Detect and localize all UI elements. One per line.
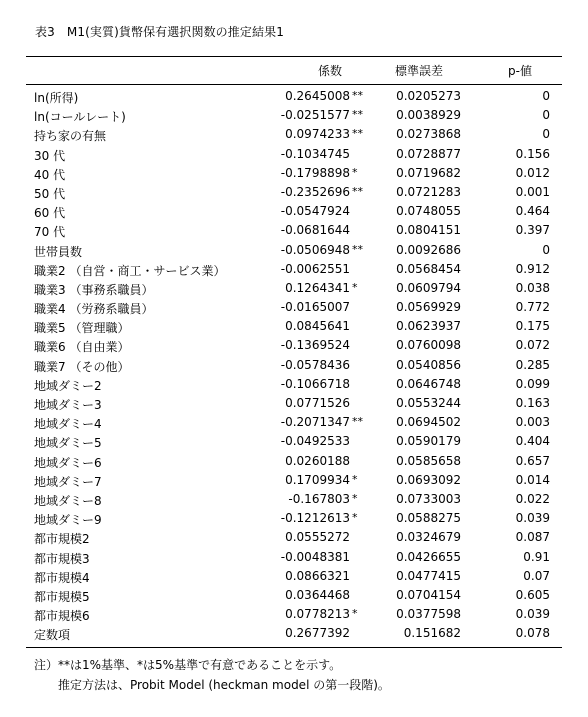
- coef-cell: -0.1369524: [280, 338, 350, 353]
- p-value-cell: 0.038: [515, 280, 550, 295]
- table-row: [0, 587, 588, 606]
- table-header-rule: [26, 84, 562, 85]
- table-row: [0, 222, 588, 241]
- header-p-value: p-値: [508, 64, 532, 78]
- table-row: [0, 472, 588, 491]
- row-label: 都市規模5: [34, 589, 90, 604]
- p-value-cell: 0: [542, 127, 550, 142]
- table-bottom-rule: [26, 647, 562, 648]
- coef-cell: 0.0555272: [285, 530, 350, 545]
- table-row: [0, 203, 588, 222]
- significance-mark: *: [352, 165, 358, 179]
- row-label: 職業4 （労務系職員）: [34, 302, 154, 317]
- row-label: 30 代: [34, 148, 66, 163]
- p-value-cell: 0.003: [515, 415, 550, 430]
- row-label: 地域ダミー2: [34, 378, 102, 393]
- row-label: 60 代: [34, 206, 66, 221]
- coef-cell: -0.0506948: [280, 242, 350, 257]
- significance-mark: **: [352, 415, 363, 429]
- significance-mark: **: [352, 89, 363, 102]
- std-error-cell: 0.0590179: [396, 434, 461, 449]
- table-row: [0, 261, 588, 280]
- table-row: [0, 107, 588, 126]
- p-value-cell: 0.001: [515, 184, 550, 199]
- p-value-cell: 0.175: [515, 319, 550, 334]
- std-error-cell: 0.0477415: [396, 568, 461, 583]
- coef-cell: -0.1212613: [280, 511, 350, 526]
- coef-cell: 0.0845641: [285, 319, 350, 334]
- p-value-cell: 0.087: [515, 530, 550, 545]
- table-row: [0, 510, 588, 529]
- std-error-cell: 0.0568454: [396, 261, 461, 276]
- p-value-cell: 0.022: [515, 491, 550, 506]
- std-error-cell: 0.0092686: [396, 242, 461, 257]
- coef-cell: -0.0048381: [280, 549, 350, 564]
- std-error-cell: 0.0038929: [396, 108, 461, 123]
- coef-cell: 0.1709934: [285, 472, 350, 487]
- table-row: [0, 146, 588, 165]
- std-error-cell: 0.0588275: [396, 511, 461, 526]
- coef-cell: -0.0251577: [280, 108, 350, 123]
- table-row: [0, 357, 588, 376]
- coef-cell: -0.0547924: [280, 204, 350, 219]
- std-error-cell: 0.0704154: [396, 587, 461, 602]
- coef-cell: 0.0364468: [285, 587, 350, 602]
- row-label: 70 代: [34, 225, 66, 240]
- std-error-cell: 0.0585658: [396, 453, 461, 468]
- std-error-cell: 0.0377598: [396, 607, 461, 622]
- p-value-cell: 0.039: [515, 607, 550, 622]
- row-label: ln(コールレート): [34, 110, 126, 125]
- std-error-cell: 0.151682: [403, 626, 461, 641]
- coef-cell: 0.0778213: [285, 607, 350, 622]
- std-error-cell: 0.0324679: [396, 530, 461, 545]
- p-value-cell: 0: [542, 242, 550, 257]
- std-error-cell: 0.0205273: [396, 89, 461, 103]
- coef-cell: -0.1066718: [280, 376, 350, 391]
- row-label: 職業6 （自由業）: [34, 340, 130, 355]
- table-row: [0, 549, 588, 568]
- significance-mark: *: [352, 491, 358, 505]
- row-label: 地域ダミー3: [34, 398, 102, 412]
- coef-cell: -0.1034745: [280, 146, 350, 161]
- row-label: 都市規模4: [34, 570, 90, 585]
- row-label: 持ち家の有無: [34, 129, 107, 144]
- coef-cell: -0.0681644: [280, 223, 350, 238]
- p-value-cell: 0.163: [515, 396, 550, 410]
- row-label: 地域ダミー8: [34, 493, 102, 508]
- table-row: [0, 568, 588, 587]
- p-value-cell: 0.404: [515, 434, 550, 449]
- coef-cell: -0.2071347: [280, 415, 350, 430]
- std-error-cell: 0.0694502: [396, 415, 461, 430]
- row-label: 都市規模2: [34, 532, 90, 547]
- row-label: 職業2 （自営・商工・サービス業）: [34, 263, 226, 278]
- table-top-rule: [26, 56, 562, 57]
- significance-mark: *: [352, 280, 358, 294]
- p-value-cell: 0.012: [515, 165, 550, 180]
- table-row: [0, 126, 588, 145]
- std-error-cell: 0.0273868: [396, 127, 461, 142]
- table-row: [0, 395, 588, 414]
- std-error-cell: 0.0804151: [396, 223, 461, 238]
- coef-cell: -0.167803: [288, 491, 350, 506]
- row-label: 地域ダミー5: [34, 436, 102, 451]
- row-label: 世帯員数: [34, 244, 83, 259]
- table-row: [0, 491, 588, 510]
- p-value-cell: 0.605: [515, 587, 550, 602]
- std-error-cell: 0.0693092: [396, 472, 461, 487]
- row-label: 地域ダミー4: [34, 417, 102, 432]
- table-body: [0, 88, 588, 644]
- significance-mark: *: [352, 472, 358, 486]
- std-error-cell: 0.0540856: [396, 357, 461, 372]
- table-row: [0, 529, 588, 548]
- significance-mark: *: [352, 607, 358, 621]
- p-value-cell: 0.099: [515, 376, 550, 391]
- coef-cell: -0.2352696: [280, 184, 350, 199]
- row-label: 職業7 （その他）: [34, 359, 130, 374]
- std-error-cell: 0.0733003: [396, 491, 461, 506]
- coef-cell: 0.0771526: [285, 396, 350, 410]
- table-row: [0, 165, 588, 184]
- coef-cell: 0.2677392: [285, 626, 350, 641]
- table-row: [0, 184, 588, 203]
- row-label: 50 代: [34, 186, 66, 201]
- header-coef: 係数: [318, 64, 343, 78]
- table-title: 表3 M1(実質)貨幣保有選択関数の推定結果1: [35, 25, 284, 39]
- significance-mark: **: [352, 127, 363, 141]
- coef-cell: -0.0578436: [280, 357, 350, 372]
- significance-mark: **: [352, 242, 363, 256]
- std-error-cell: 0.0760098: [396, 338, 461, 353]
- p-value-cell: 0.156: [515, 146, 550, 161]
- row-label: ln(所得): [34, 91, 79, 105]
- std-error-cell: 0.0748055: [396, 204, 461, 219]
- coef-cell: 0.2645008: [285, 89, 350, 103]
- row-label: 地域ダミー6: [34, 455, 102, 470]
- coef-cell: 0.0260188: [285, 453, 350, 468]
- row-label: 都市規模3: [34, 551, 90, 566]
- table-row: [0, 625, 588, 644]
- header-std-error: 標準誤差: [395, 64, 444, 78]
- coef-cell: 0.1264341: [285, 280, 350, 295]
- row-label: 都市規模6: [34, 609, 90, 624]
- table-row: [0, 318, 588, 337]
- table-row: [0, 433, 588, 452]
- std-error-cell: 0.0623937: [396, 319, 461, 334]
- table-row: [0, 88, 588, 107]
- table-row: [0, 376, 588, 395]
- std-error-cell: 0.0569929: [396, 300, 461, 315]
- std-error-cell: 0.0426655: [396, 549, 461, 564]
- coef-cell: -0.0062551: [280, 261, 350, 276]
- table-row: [0, 280, 588, 299]
- p-value-cell: 0.285: [515, 357, 550, 372]
- footnote-significance: 注）**は1%基準、*は5%基準で有意であることを示す。: [34, 658, 342, 672]
- coef-cell: -0.0492533: [280, 434, 350, 449]
- p-value-cell: 0.014: [515, 472, 550, 487]
- std-error-cell: 0.0609794: [396, 280, 461, 295]
- p-value-cell: 0.397: [515, 223, 550, 238]
- table-row: [0, 242, 588, 261]
- p-value-cell: 0.072: [515, 338, 550, 353]
- table-row: [0, 414, 588, 433]
- table-row: [0, 299, 588, 318]
- row-label: 定数項: [34, 628, 71, 643]
- coef-cell: -0.1798898: [280, 165, 350, 180]
- p-value-cell: 0.772: [515, 300, 550, 315]
- p-value-cell: 0: [542, 108, 550, 123]
- p-value-cell: 0.039: [515, 511, 550, 526]
- row-label: 地域ダミー7: [34, 474, 102, 489]
- std-error-cell: 0.0728877: [396, 146, 461, 161]
- p-value-cell: 0.91: [523, 549, 550, 564]
- p-value-cell: 0.657: [515, 453, 550, 468]
- footnote-method: 推定方法は、Probit Model (heckman model の第一段階)。: [58, 678, 390, 692]
- p-value-cell: 0.078: [515, 626, 550, 641]
- coef-cell: -0.0165007: [280, 300, 350, 315]
- significance-mark: **: [352, 108, 363, 122]
- std-error-cell: 0.0553244: [396, 396, 461, 410]
- row-label: 職業3 （事務系職員）: [34, 282, 154, 297]
- std-error-cell: 0.0719682: [396, 165, 461, 180]
- coef-cell: 0.0974233: [285, 127, 350, 142]
- std-error-cell: 0.0646748: [396, 376, 461, 391]
- table-row: [0, 606, 588, 625]
- table-row: [0, 453, 588, 472]
- row-label: 職業5 （管理職）: [34, 321, 130, 336]
- p-value-cell: 0.912: [515, 261, 550, 276]
- row-label: 地域ダミー9: [34, 513, 102, 528]
- p-value-cell: 0.464: [515, 204, 550, 219]
- p-value-cell: 0.07: [523, 568, 550, 583]
- p-value-cell: 0: [542, 89, 550, 103]
- coef-cell: 0.0866321: [285, 568, 350, 583]
- significance-mark: *: [352, 511, 358, 525]
- table-row: [0, 337, 588, 356]
- significance-mark: **: [352, 184, 363, 198]
- row-label: 40 代: [34, 167, 66, 182]
- std-error-cell: 0.0721283: [396, 184, 461, 199]
